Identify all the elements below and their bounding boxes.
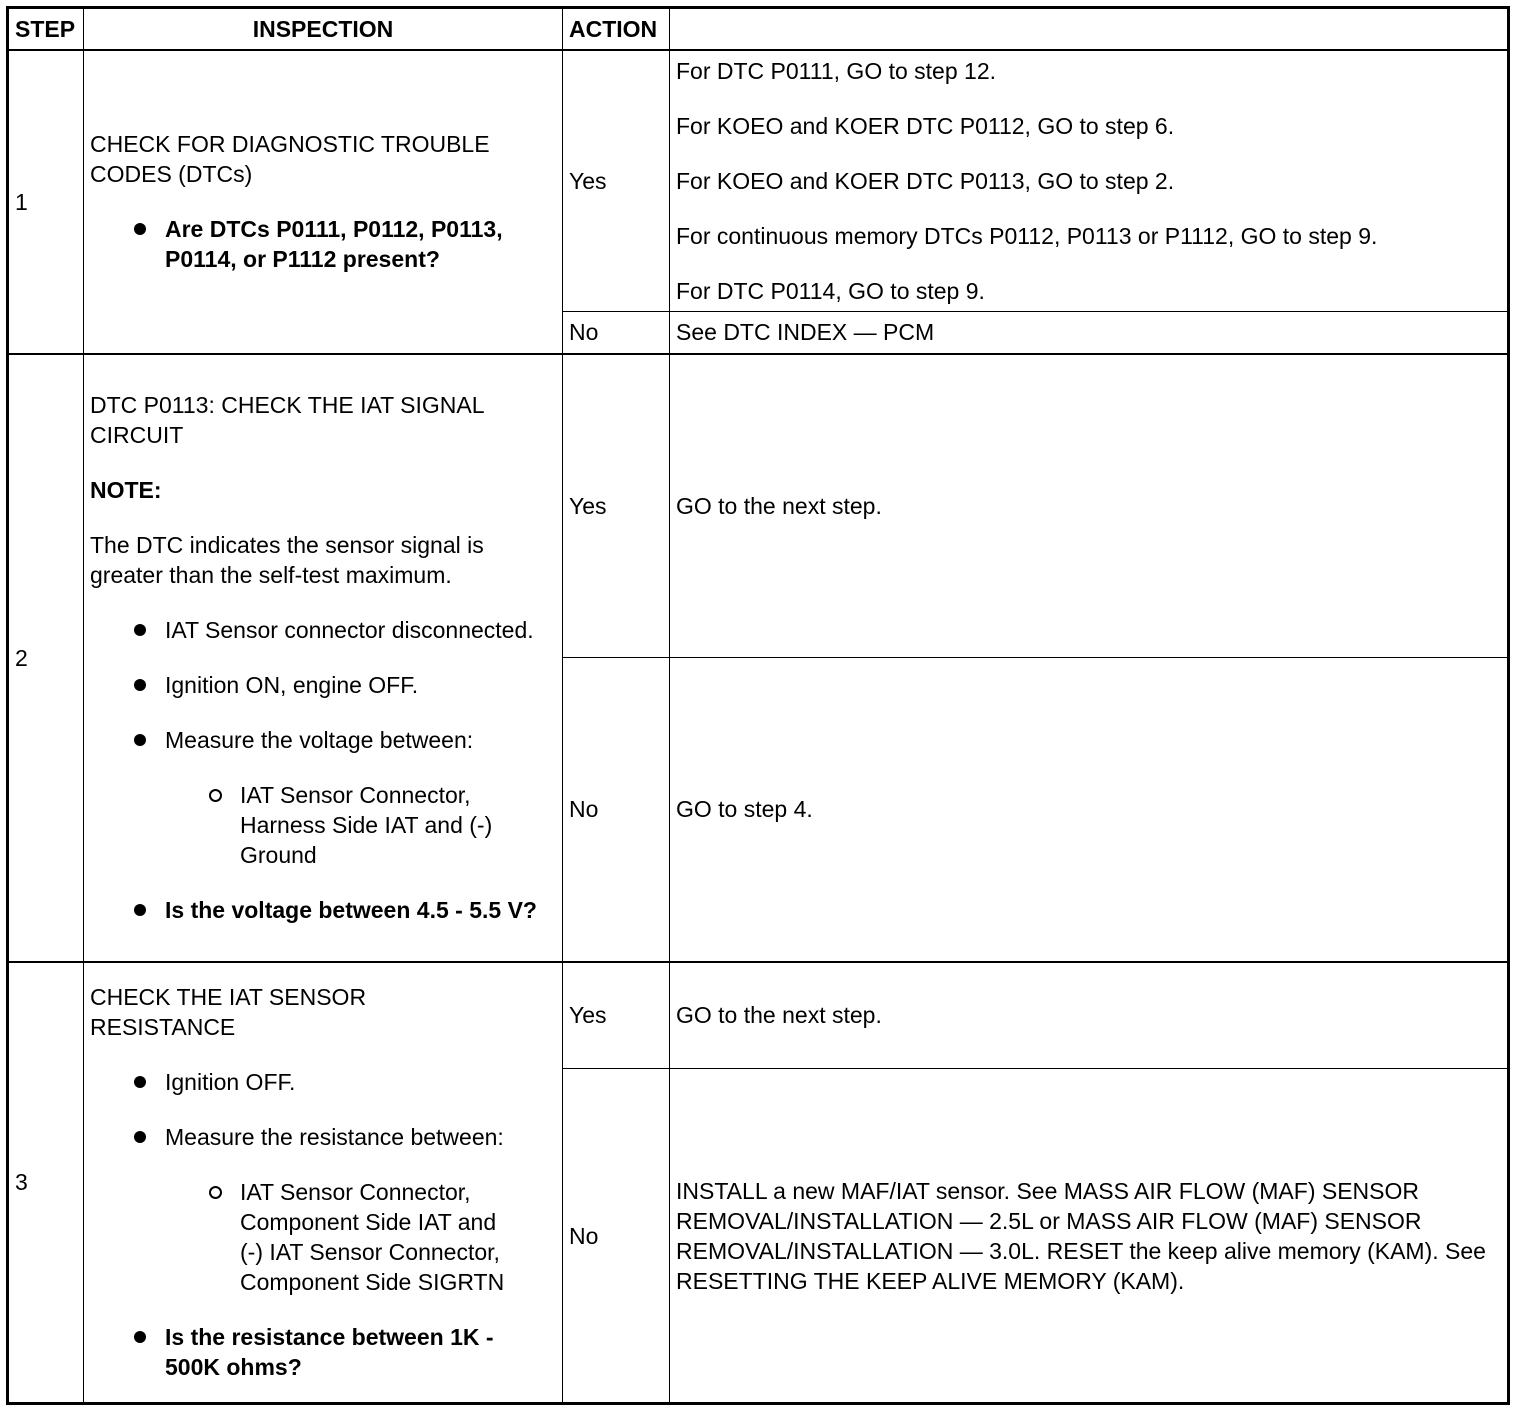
action-cell: GO to the next step.: [670, 354, 1509, 658]
bullet-text: Is the resistance between 1K - 500K ohms?: [165, 1324, 494, 1381]
inspection-cell: [84, 354, 563, 962]
bullet-text: Measure the resistance between:: [165, 1124, 504, 1151]
header-step: STEP: [8, 8, 84, 50]
action-line: For KOEO and KOER DTC P0112, GO to step 6.: [676, 112, 1175, 139]
action-line: For continuous memory DTCs P0112, P0113 or P1112, GO to step 9.: [676, 222, 1378, 249]
sub-bullet-item: [165, 780, 556, 870]
table-row: [8, 962, 1509, 1069]
bullet-list: [90, 615, 556, 925]
answer-no: No: [563, 312, 670, 354]
answer-yes: Yes: [563, 962, 670, 1069]
answer-no: No: [563, 1069, 670, 1404]
answer-no: No: [563, 658, 670, 962]
sub-bullet-item: [165, 1177, 556, 1297]
bullet-item: [90, 725, 556, 870]
answer-yes: Yes: [563, 50, 670, 312]
sub-bullet-list: [165, 780, 556, 870]
action-cell: GO to step 4.: [670, 658, 1509, 962]
action-cell: GO to the next step.: [670, 962, 1509, 1069]
bullet-item: [90, 1122, 556, 1297]
bullet-text: IAT Sensor connector disconnected.: [165, 617, 534, 643]
inspection-title: CHECK THE IAT SENSOR RESISTANCE: [90, 984, 367, 1041]
sub-bullet-list: [165, 1177, 556, 1297]
bullet-question: Are DTCs P0111, P0112, P0113, P0114, or P1112 present?: [90, 214, 556, 274]
table-row: [8, 50, 1509, 312]
bullet-text: Is the voltage between 4.5 - 5.5 V?: [165, 897, 537, 923]
note-label: NOTE:: [90, 477, 162, 503]
action-line: For DTC P0111, GO to step 12.: [676, 57, 997, 84]
sub-bullet-text: IAT Sensor Connector, Harness Side IAT and (-) Ground: [240, 782, 493, 868]
action-cell: [670, 50, 1509, 312]
bullet-question: [90, 895, 556, 925]
table-header-row: [8, 8, 1509, 50]
header-inspection: INSPECTION: [84, 8, 563, 50]
action-line: For DTC P0114, GO to step 9.: [676, 277, 985, 304]
bullet-item: [90, 1067, 556, 1097]
inspection-cell: [84, 50, 563, 354]
inspection-title: DTC P0113: CHECK THE IAT SIGNAL CIRCUIT: [90, 392, 484, 448]
action-cell: INSTALL a new MAF/IAT sensor. See MASS AIR FLOW (MAF) SENSOR REMOVAL/INSTALLATION — 2.5L or MASS AIR FLOW (MAF) SENSOR REMOVAL/INSTALLATION — 3.0L. RESET the keep alive memory (KAM). See RESETTING THE KEEP ALIVE MEMORY (KAM).: [670, 1069, 1509, 1404]
header-action: ACTION: [563, 8, 670, 50]
bullet-item: [90, 670, 556, 700]
bullet-question: [90, 1322, 556, 1382]
bullet-text: Ignition OFF.: [165, 1069, 296, 1096]
bullet-list: [90, 214, 556, 274]
table-row: [8, 354, 1509, 658]
step-number: 3: [8, 962, 84, 1404]
header-result: [670, 8, 1509, 50]
sub-bullet-text: IAT Sensor Connector, Component Side IAT and (-) IAT Sensor Connector, Component Side SIGRTN: [240, 1179, 505, 1296]
action-line: For KOEO and KOER DTC P0113, GO to step 2.: [676, 167, 1175, 194]
inspection-cell: [84, 962, 563, 1404]
bullet-list: [90, 1067, 556, 1382]
bullet-text: Ignition ON, engine OFF.: [165, 672, 419, 698]
note-text: The DTC indicates the sensor signal is greater than the self-test maximum.: [90, 532, 484, 588]
action-cell: See DTC INDEX — PCM: [670, 312, 1509, 354]
step-number: 2: [8, 354, 84, 962]
inspection-title: CHECK FOR DIAGNOSTIC TROUBLE CODES (DTCs): [90, 131, 490, 187]
diagnostic-table: [6, 6, 1510, 1405]
answer-yes: Yes: [563, 354, 670, 658]
bullet-text: Measure the voltage between:: [165, 727, 474, 753]
bullet-item: [90, 615, 556, 645]
step-number: 1: [8, 50, 84, 354]
